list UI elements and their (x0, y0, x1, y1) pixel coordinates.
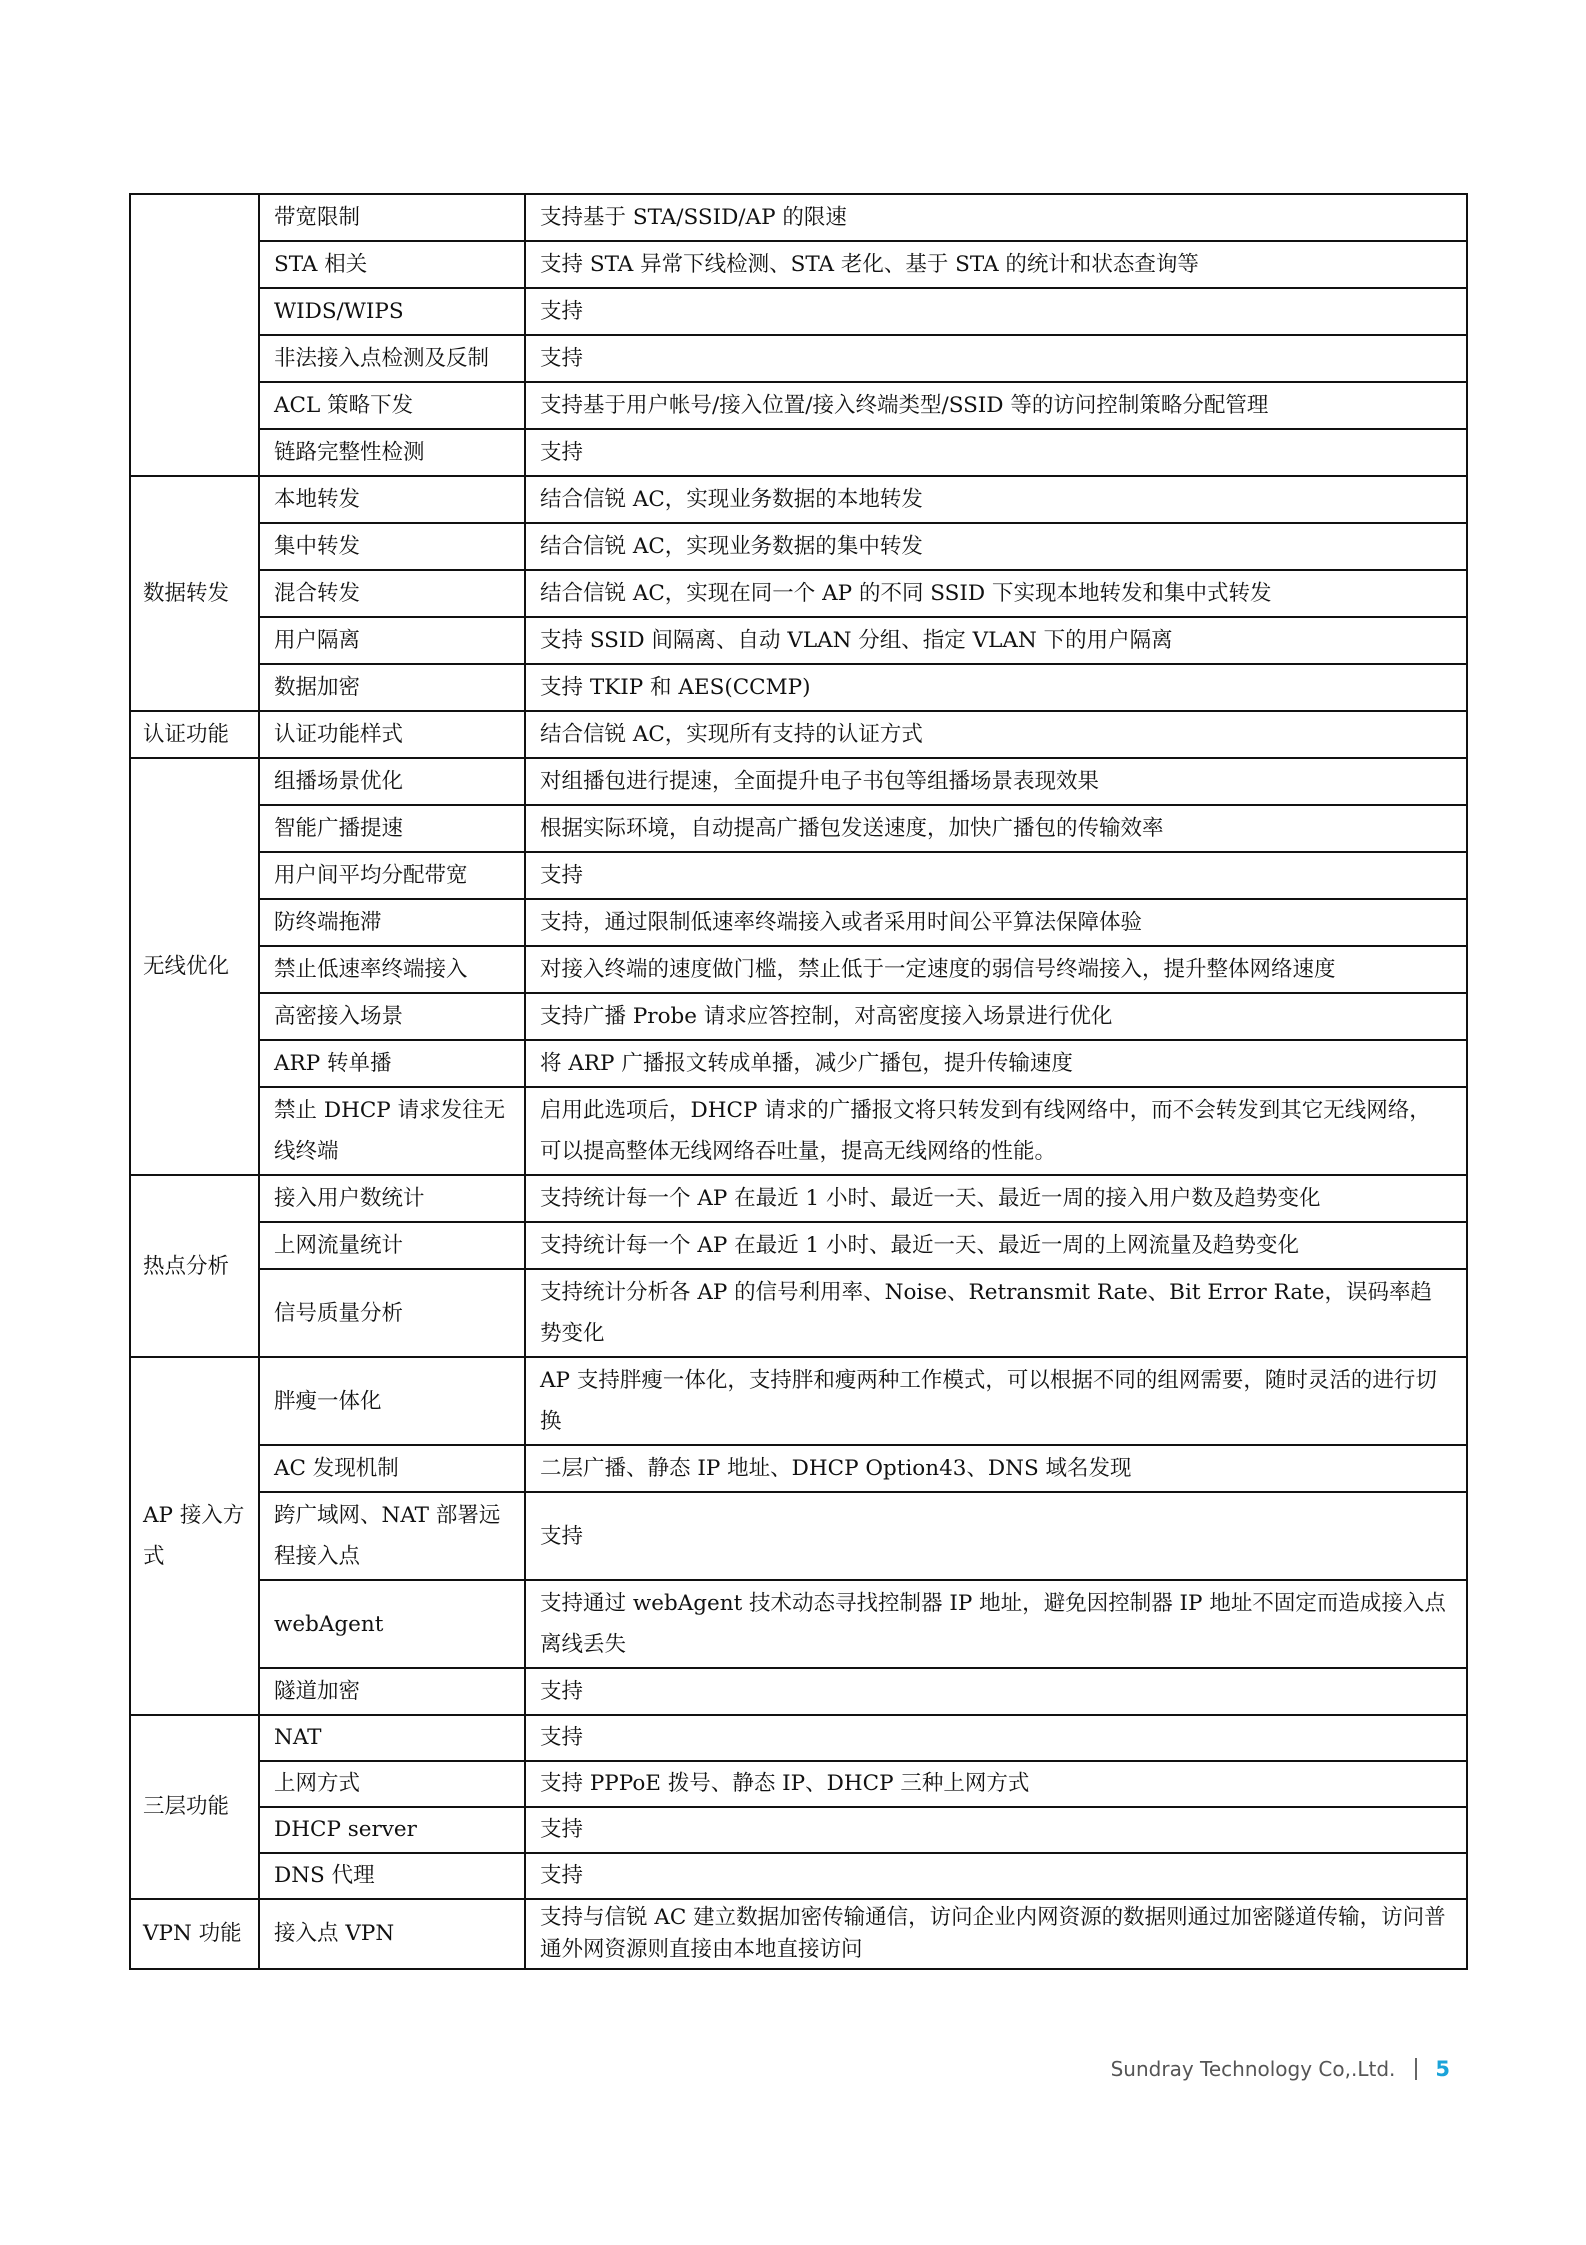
feature-cell: 跨广域网、NAT 部署远程接入点 (259, 1492, 525, 1580)
description-cell: AP 支持胖瘦一体化，支持胖和瘦两种工作模式，可以根据不同的组网需要，随时灵活的进行切换 (525, 1357, 1467, 1445)
category-cell (130, 194, 259, 476)
feature-cell: 混合转发 (259, 570, 525, 617)
table-row (130, 288, 1467, 335)
feature-cell: 带宽限制 (259, 194, 525, 241)
category-cell: 三层功能 (130, 1715, 259, 1899)
table-row (130, 1668, 1467, 1715)
feature-cell: 禁止 DHCP 请求发往无线终端 (259, 1087, 525, 1175)
spec-table (129, 193, 1468, 1970)
table-row (130, 1853, 1467, 1899)
feature-cell: ARP 转单播 (259, 1040, 525, 1087)
table-row (130, 476, 1467, 523)
feature-cell: AC 发现机制 (259, 1445, 525, 1492)
feature-cell: 防终端拖滞 (259, 899, 525, 946)
description-cell: 支持统计每一个 AP 在最近 1 小时、最近一天、最近一周的接入用户数及趋势变化 (525, 1175, 1467, 1222)
table-row (130, 805, 1467, 852)
description-cell: 支持通过 webAgent 技术动态寻找控制器 IP 地址，避免因控制器 IP 地址不固定而造成接入点离线丢失 (525, 1580, 1467, 1668)
feature-cell: webAgent (259, 1580, 525, 1668)
category-cell: 热点分析 (130, 1175, 259, 1357)
feature-cell: 智能广播提速 (259, 805, 525, 852)
feature-cell: 胖瘦一体化 (259, 1357, 525, 1445)
description-cell: 将 ARP 广播报文转成单播，减少广播包，提升传输速度 (525, 1040, 1467, 1087)
feature-cell: 认证功能样式 (259, 711, 525, 758)
feature-cell: 高密接入场景 (259, 993, 525, 1040)
description-cell: 支持 (525, 1807, 1467, 1853)
feature-cell: 用户间平均分配带宽 (259, 852, 525, 899)
table-row (130, 429, 1467, 476)
feature-cell: ACL 策略下发 (259, 382, 525, 429)
category-cell: AP 接入方式 (130, 1357, 259, 1715)
table-row (130, 946, 1467, 993)
feature-cell: STA 相关 (259, 241, 525, 288)
description-cell: 对接入终端的速度做门槛，禁止低于一定速度的弱信号终端接入，提升整体网络速度 (525, 946, 1467, 993)
page-number: 5 (1435, 2057, 1450, 2081)
feature-cell: 本地转发 (259, 476, 525, 523)
feature-cell: 接入点 VPN (259, 1899, 525, 1969)
description-cell: 支持 (525, 335, 1467, 382)
feature-cell: 用户隔离 (259, 617, 525, 664)
table-row (130, 758, 1467, 805)
table-row (130, 1715, 1467, 1761)
category-cell: 无线优化 (130, 758, 259, 1175)
table-row (130, 382, 1467, 429)
description-cell: 支持 (525, 288, 1467, 335)
description-cell: 支持基于 STA/SSID/AP 的限速 (525, 194, 1467, 241)
feature-cell: 上网方式 (259, 1761, 525, 1807)
description-cell: 支持 (525, 1715, 1467, 1761)
table-row (130, 1899, 1467, 1969)
description-cell: 结合信锐 AC，实现业务数据的集中转发 (525, 523, 1467, 570)
description-cell: 支持 (525, 1492, 1467, 1580)
category-cell: 认证功能 (130, 711, 259, 758)
feature-cell: 禁止低速率终端接入 (259, 946, 525, 993)
description-cell: 支持与信锐 AC 建立数据加密传输通信，访问企业内网资源的数据则通过加密隧道传输，访问普通外网资源则直接由本地直接访问 (525, 1899, 1467, 1969)
description-cell: 支持 (525, 852, 1467, 899)
feature-cell: 组播场景优化 (259, 758, 525, 805)
description-cell: 支持 TKIP 和 AES(CCMP) (525, 664, 1467, 711)
table-row (130, 1222, 1467, 1269)
feature-cell: 数据加密 (259, 664, 525, 711)
description-cell: 结合信锐 AC，实现在同一个 AP 的不同 SSID 下实现本地转发和集中式转发 (525, 570, 1467, 617)
page-footer (1111, 2057, 1450, 2081)
description-cell: 结合信锐 AC，实现业务数据的本地转发 (525, 476, 1467, 523)
table-row (130, 1445, 1467, 1492)
table-row (130, 1269, 1467, 1357)
feature-cell: 隧道加密 (259, 1668, 525, 1715)
table-row (130, 993, 1467, 1040)
description-cell: 结合信锐 AC，实现所有支持的认证方式 (525, 711, 1467, 758)
feature-cell: 上网流量统计 (259, 1222, 525, 1269)
table-row (130, 852, 1467, 899)
category-cell: VPN 功能 (130, 1899, 259, 1969)
table-row (130, 570, 1467, 617)
feature-cell: 集中转发 (259, 523, 525, 570)
table-row (130, 899, 1467, 946)
description-cell: 根据实际环境，自动提高广播包发送速度，加快广播包的传输效率 (525, 805, 1467, 852)
feature-cell: NAT (259, 1715, 525, 1761)
table-row (130, 335, 1467, 382)
description-cell: 二层广播、静态 IP 地址、DHCP Option43、DNS 域名发现 (525, 1445, 1467, 1492)
table-row (130, 523, 1467, 570)
description-cell: 支持 PPPoE 拨号、静态 IP、DHCP 三种上网方式 (525, 1761, 1467, 1807)
table-row (130, 1087, 1467, 1175)
table-row (130, 664, 1467, 711)
description-cell: 支持广播 Probe 请求应答控制，对高密度接入场景进行优化 (525, 993, 1467, 1040)
description-cell: 支持 STA 异常下线检测、STA 老化、基于 STA 的统计和状态查询等 (525, 241, 1467, 288)
footer-divider (1415, 2058, 1417, 2080)
description-cell: 启用此选项后，DHCP 请求的广播报文将只转发到有线网络中，而不会转发到其它无线网络，可以提高整体无线网络吞吐量，提高无线网络的性能。 (525, 1087, 1467, 1175)
table-row (130, 1040, 1467, 1087)
description-cell: 对组播包进行提速，全面提升电子书包等组播场景表现效果 (525, 758, 1467, 805)
feature-cell: DHCP server (259, 1807, 525, 1853)
description-cell: 支持基于用户帐号/接入位置/接入终端类型/SSID 等的访问控制策略分配管理 (525, 382, 1467, 429)
category-cell: 数据转发 (130, 476, 259, 711)
feature-cell: 非法接入点检测及反制 (259, 335, 525, 382)
table-row (130, 1175, 1467, 1222)
description-cell: 支持，通过限制低速率终端接入或者采用时间公平算法保障体验 (525, 899, 1467, 946)
table-row (130, 194, 1467, 241)
table-row (130, 241, 1467, 288)
description-cell: 支持统计每一个 AP 在最近 1 小时、最近一天、最近一周的上网流量及趋势变化 (525, 1222, 1467, 1269)
table-row (130, 1492, 1467, 1580)
spec-table-body (130, 194, 1467, 1969)
feature-cell: WIDS/WIPS (259, 288, 525, 335)
feature-cell: 接入用户数统计 (259, 1175, 525, 1222)
table-row (130, 1807, 1467, 1853)
description-cell: 支持 (525, 429, 1467, 476)
feature-cell: DNS 代理 (259, 1853, 525, 1899)
footer-company: Sundray Technology Co,.Ltd. (1110, 2057, 1396, 2081)
feature-cell: 信号质量分析 (259, 1269, 525, 1357)
table-row (130, 711, 1467, 758)
table-row (130, 1761, 1467, 1807)
feature-cell: 链路完整性检测 (259, 429, 525, 476)
description-cell: 支持 (525, 1853, 1467, 1899)
table-row (130, 1580, 1467, 1668)
description-cell: 支持 SSID 间隔离、自动 VLAN 分组、指定 VLAN 下的用户隔离 (525, 617, 1467, 664)
description-cell: 支持 (525, 1668, 1467, 1715)
table-row (130, 617, 1467, 664)
table-row (130, 1357, 1467, 1445)
description-cell: 支持统计分析各 AP 的信号利用率、Noise、Retransmit Rate、Bit Error Rate，误码率趋势变化 (525, 1269, 1467, 1357)
